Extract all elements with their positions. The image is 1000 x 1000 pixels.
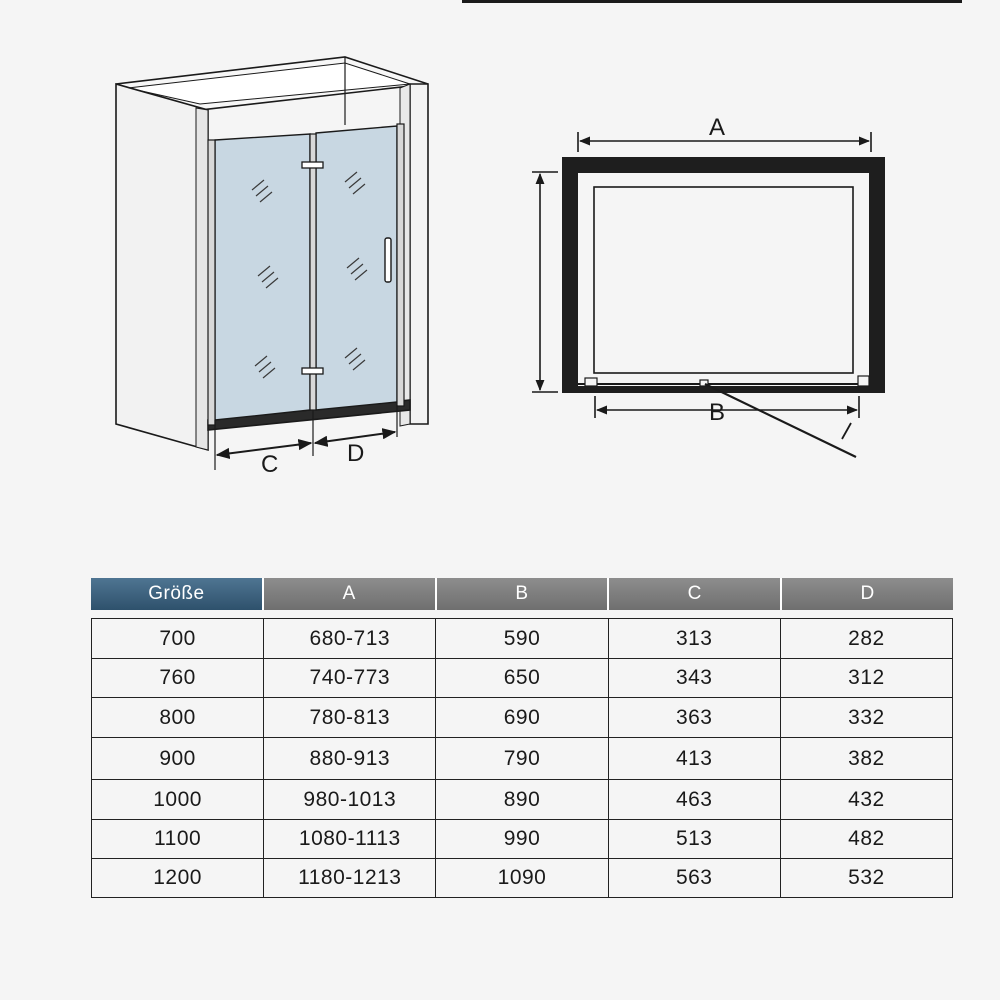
cell-d: 312 (781, 659, 953, 698)
cell-a: 980-1013 (264, 780, 436, 820)
cell-b: 1090 (436, 859, 608, 898)
cell-size: 760 (92, 659, 264, 698)
table-body (91, 618, 953, 898)
cell-c: 563 (609, 859, 781, 898)
label-c: C (261, 451, 279, 478)
cell-c: 363 (609, 698, 781, 738)
glass-panel-left (215, 134, 310, 420)
left-profile (208, 140, 215, 425)
table-row (92, 859, 953, 898)
cell-a: 780-813 (264, 698, 436, 738)
header-a: A (264, 578, 437, 610)
table-row (92, 820, 953, 859)
cell-a: 680-713 (264, 619, 436, 659)
left-wall (116, 84, 208, 450)
left-wall-face (196, 108, 208, 450)
cell-size: 700 (92, 619, 264, 659)
header-c: C (609, 578, 782, 610)
dim-depth (532, 172, 558, 392)
cell-size: 1200 (92, 859, 264, 898)
cell-size: 900 (92, 738, 264, 780)
cell-b: 650 (436, 659, 608, 698)
cell-c: 513 (609, 820, 781, 859)
table-row (92, 619, 953, 659)
door-handle (385, 238, 391, 282)
cell-d: 532 (781, 859, 953, 898)
cell-size: 800 (92, 698, 264, 738)
table-row (92, 738, 953, 780)
hinge-bottom (302, 368, 323, 374)
door-swing-line (705, 384, 856, 457)
cell-c: 463 (609, 780, 781, 820)
cell-a: 1080-1113 (264, 820, 436, 859)
cell-a: 1180-1213 (264, 859, 436, 898)
table-row (92, 698, 953, 738)
cell-size: 1000 (92, 780, 264, 820)
header-d: D (782, 578, 953, 610)
cell-d: 282 (781, 619, 953, 659)
right-profile (397, 124, 404, 406)
cell-d: 482 (781, 820, 953, 859)
cell-size: 1100 (92, 820, 264, 859)
cell-c: 343 (609, 659, 781, 698)
dim-b (595, 396, 859, 418)
cell-a: 880-913 (264, 738, 436, 780)
cell-b: 890 (436, 780, 608, 820)
cell-b: 590 (436, 619, 608, 659)
cell-c: 313 (609, 619, 781, 659)
header-size: Größe (91, 578, 264, 610)
hinge-top (302, 162, 323, 168)
plan-tray (594, 187, 853, 373)
cell-d: 382 (781, 738, 953, 780)
cell-d: 432 (781, 780, 953, 820)
table-header (91, 578, 953, 610)
swing-tick (842, 423, 851, 439)
cell-d: 332 (781, 698, 953, 738)
cell-b: 690 (436, 698, 608, 738)
perspective-view (116, 57, 428, 470)
label-b: B (709, 399, 726, 426)
table-row (92, 780, 953, 820)
right-wall (410, 84, 428, 424)
cell-c: 413 (609, 738, 781, 780)
header-b: B (437, 578, 610, 610)
cell-b: 990 (436, 820, 608, 859)
size-table (91, 578, 953, 898)
cell-b: 790 (436, 738, 608, 780)
label-d: D (347, 440, 365, 467)
table-row (92, 659, 953, 698)
cell-a: 740-773 (264, 659, 436, 698)
label-a: A (709, 114, 726, 141)
